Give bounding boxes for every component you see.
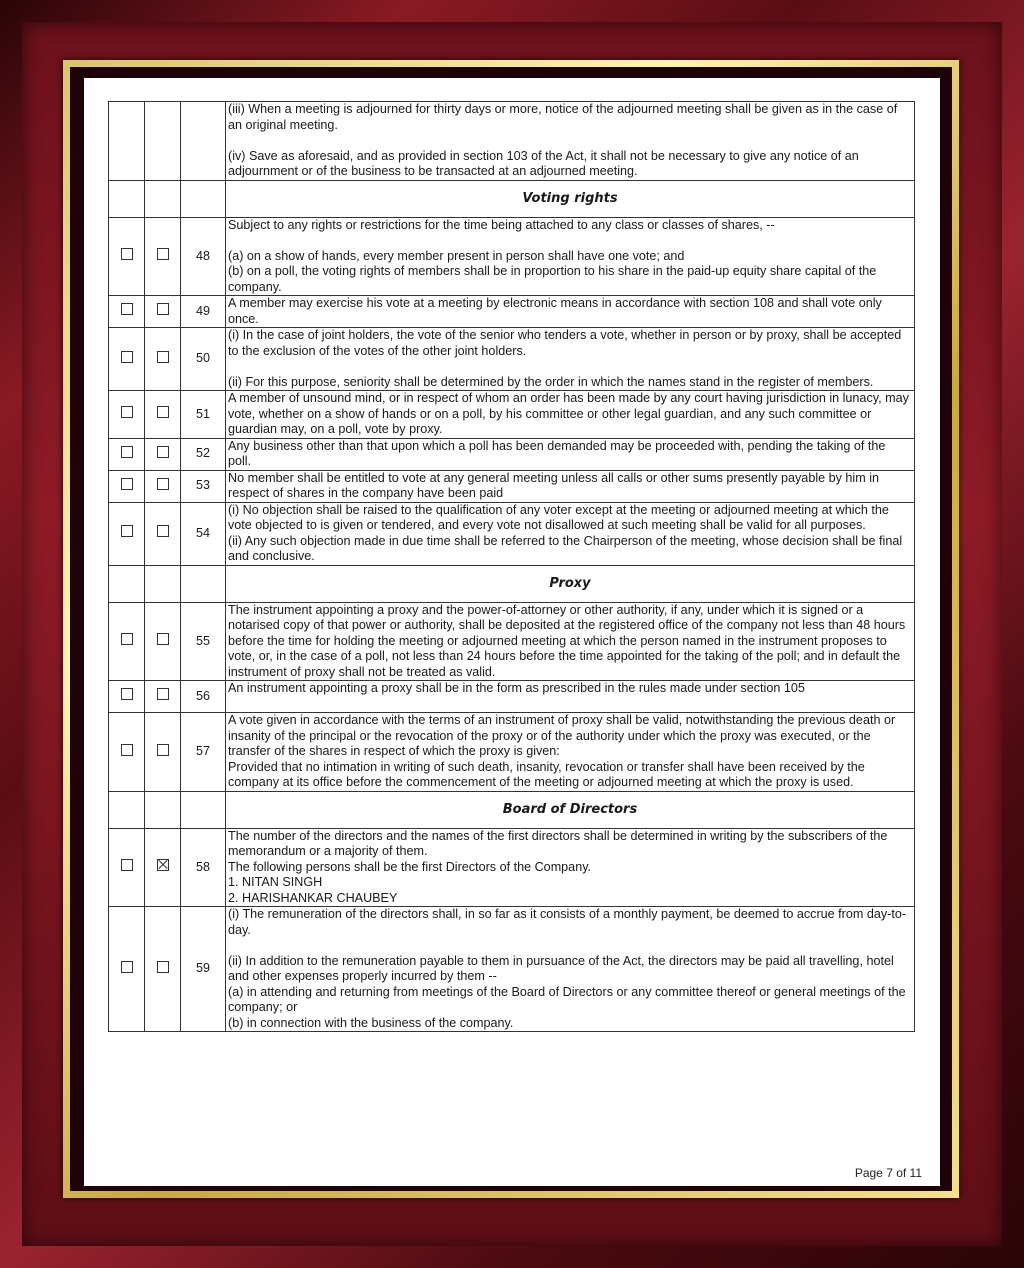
article-number [181,180,226,217]
checkbox-cell [145,391,181,439]
paragraph-gap [228,133,912,149]
article-number: 52 [181,438,226,470]
article-text [226,391,915,439]
checkbox-cell [145,791,181,828]
paragraph: (i) In the case of joint holders, the vote of the senior who tenders a vote, whether in person or by proxy, shall be accepted to the exclusion of the votes of the other joint holders. [228,328,902,358]
checkbox-cell [145,217,181,296]
checkbox-cell [145,502,181,565]
article-row [109,502,915,565]
checkbox-cell [109,102,145,181]
paragraph: 2. HARISHANKAR CHAUBEY [228,890,398,905]
document-page [84,78,940,1186]
paragraph: (iv) Save as aforesaid, and as provided in section 103 of the Act, it shall not be necessary to give any notice of an adjournment or of the business to be transacted at an adjourned meeting. [228,148,859,178]
paragraph: (a) in attending and returning from meetings of the Board of Directors or any committee thereof or general meetings of the company; or [228,984,906,1014]
paragraph-gap [228,938,912,954]
checkbox-cell [109,470,145,502]
article-number: 54 [181,502,226,565]
checkbox[interactable] [121,961,133,973]
checkbox-cell [109,713,145,792]
article-number: 48 [181,217,226,296]
checkbox-cell [109,565,145,602]
section-heading-row [109,565,915,602]
article-text [226,502,915,565]
paragraph: The instrument appointing a proxy and the power-of-attorney or other authority, if any, under which it is signed or a notarised copy of that power or authority, shall be deposited at the registered office of the company not less than 48 hours before the time for holding the meeting or adjourned meeting at which the person named in the instrument proposes to vote, or, in the case of a poll, not less than 24 hours before the time appointed for the taking of the poll; and in default the instrument of proxy shall not be treated as valid. [228,602,906,679]
paragraph: Provided that no intimation in writing of such death, insanity, revocation or transfer shall have been received by the company at its office before the commencement of the meeting or adjourned meeting at which the proxy is used. [228,759,865,789]
checkbox[interactable] [157,688,169,700]
article-text [226,296,915,328]
checkbox[interactable] [157,744,169,756]
checkbox[interactable] [121,303,133,315]
checkbox-cell [145,602,181,681]
paragraph: 1. NITAN SINGH [228,875,323,889]
article-text [226,217,915,296]
section-title: Voting rights [226,180,915,217]
article-number: 53 [181,470,226,502]
checkbox[interactable] [121,859,133,871]
article-number: 55 [181,602,226,681]
paragraph: (i) The remuneration of the directors shall, in so far as it consists of a monthly payment, be deemed to accrue from day-to-day. [228,907,907,937]
paragraph: (ii) In addition to the remuneration payable to them in pursuance of the Act, the directors may be paid all travelling, hotel and other expenses properly incurred by them -- [228,953,894,983]
checkbox-cell [145,470,181,502]
article-row [109,470,915,502]
article-number [181,791,226,828]
article-number: 49 [181,296,226,328]
checkbox[interactable] [121,446,133,458]
paragraph: Subject to any rights or restrictions for the time being attached to any class or classes of shares, -- [228,217,775,232]
article-row [109,681,915,713]
article-number: 56 [181,681,226,713]
checkbox[interactable] [157,446,169,458]
paragraph: (b) in connection with the business of the company. [228,1015,514,1030]
articles-table [108,101,915,1032]
checkbox[interactable] [157,961,169,973]
article-row [109,438,915,470]
checkbox-cell [145,907,181,1032]
article-number: 51 [181,391,226,439]
paragraph: No member shall be entitled to vote at any general meeting unless all calls or other sums presently payable by him in respect of shares in the company have been paid [228,470,880,500]
checkbox[interactable] [157,351,169,363]
checkbox-cell [145,713,181,792]
paragraph: (ii) Any such objection made in due time shall be referred to the Chairperson of the meeting, whose decision shall be final and conclusive. [228,533,903,563]
checkbox-cell [109,828,145,907]
page-number: Page 7 of 11 [854,1166,922,1180]
article-number: 58 [181,828,226,907]
article-row [109,713,915,792]
paragraph: (i) No objection shall be raised to the qualification of any voter except at the meeting or adjourned meeting at which the vote objected to is given or tendered, and every vote not disallowed at such meeting shall be valid for all purposes. [228,502,889,532]
section-title: Proxy [226,565,915,602]
article-text [226,438,915,470]
paragraph: (b) on a poll, the voting rights of members shall be in proportion to his share in the paid-up equity share capital of the company. [228,264,877,294]
paragraph-gap [228,359,912,375]
checkbox-cell [145,328,181,391]
article-number: 59 [181,907,226,1032]
checkbox[interactable] [157,478,169,490]
checkbox[interactable] [121,478,133,490]
checkbox-cell [109,502,145,565]
paragraph: The number of the directors and the names of the first directors shall be determined in writing by the subscribers of the memorandum or a majority of them. [228,828,888,858]
section-heading-row [109,791,915,828]
checkbox-cell [145,681,181,713]
checkbox[interactable] [157,406,169,418]
checkbox[interactable] [121,744,133,756]
section-title: Board of Directors [226,791,915,828]
paragraph-gap [228,697,912,713]
article-row [109,391,915,439]
checkbox-cell [145,565,181,602]
paragraph: The following persons shall be the first Directors of the Company. [228,859,592,874]
article-row [109,828,915,907]
paragraph: (ii) For this purpose, seniority shall be determined by the order in which the names stand in the register of members. [228,374,874,389]
article-number [181,102,226,181]
article-text [226,602,915,681]
article-row [109,296,915,328]
paragraph: (a) on a show of hands, every member present in person shall have one vote; and [228,248,685,263]
checkbox-cell [109,438,145,470]
checkbox-cell [109,296,145,328]
checkbox[interactable] [157,303,169,315]
checkbox-cell [109,180,145,217]
checkbox-cell [109,391,145,439]
article-row [109,217,915,296]
checkbox-cell [145,102,181,181]
article-row [109,602,915,681]
article-number: 50 [181,328,226,391]
paragraph: A member may exercise his vote at a meeting by electronic means in accordance with section 108 and shall vote only once. [228,296,882,326]
article-text [226,470,915,502]
article-text [226,102,915,181]
checkbox[interactable] [121,248,133,260]
article-text [226,713,915,792]
checkbox-cell [109,217,145,296]
checkbox[interactable] [157,525,169,537]
checkbox[interactable] [157,248,169,260]
checkbox[interactable] [121,525,133,537]
article-number [181,565,226,602]
paragraph: A vote given in accordance with the terms of an instrument of proxy shall be valid, notwithstanding the previous death or insanity of the principal or the revocation of the proxy or of the authority under which the proxy was executed, or the transfer of the shares in respect of which the proxy is given: [228,713,896,758]
checkbox-cell [109,328,145,391]
article-row [109,102,915,181]
checkbox[interactable] [157,633,169,645]
paragraph-gap [228,233,912,249]
checkbox-cell [109,791,145,828]
section-heading-row [109,180,915,217]
checkbox-cell [145,296,181,328]
article-row [109,328,915,391]
checkbox-cell [145,438,181,470]
checkbox-cell [109,907,145,1032]
article-row [109,907,915,1032]
article-text [226,328,915,391]
article-number: 57 [181,713,226,792]
checkbox[interactable] [121,633,133,645]
checked-checkbox[interactable] [157,859,169,871]
checkbox[interactable] [121,688,133,700]
article-text [226,828,915,907]
paragraph: A member of unsound mind, or in respect of whom an order has been made by any court having jurisdiction in lunacy, may vote, whether on a show of hands or on a poll, by his committee or other legal guardian, and any such committee or guardian may, on a poll, vote by proxy. [228,391,909,436]
checkbox[interactable] [121,406,133,418]
checkbox-cell [109,602,145,681]
article-text [226,907,915,1032]
paragraph: Any business other than that upon which a poll has been demanded may be proceeded with, pending the taking of the poll. [228,438,886,468]
paragraph: (iii) When a meeting is adjourned for thirty days or more, notice of the adjourned meeting shall be given as in the case of an original meeting. [228,102,898,132]
article-text [226,681,915,713]
paragraph: An instrument appointing a proxy shall be in the form as prescribed in the rules made under section 105 [228,681,805,695]
checkbox[interactable] [121,351,133,363]
checkbox-cell [109,681,145,713]
checkbox-cell [145,828,181,907]
checkbox-cell [145,180,181,217]
